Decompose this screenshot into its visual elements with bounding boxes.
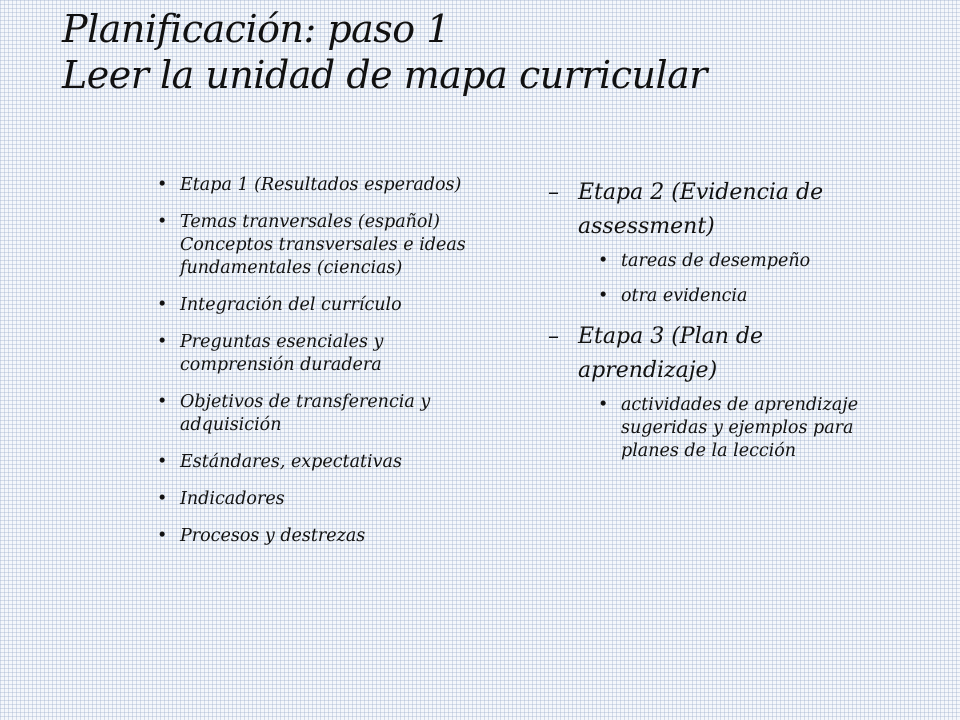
bullet-icon: • bbox=[157, 212, 168, 232]
bullet-icon: • bbox=[598, 286, 609, 306]
list-item-text: Procesos y destrezas bbox=[180, 526, 366, 546]
list-item bbox=[548, 394, 908, 463]
stage-heading-text: Etapa 2 (Evidencia de assessment) bbox=[578, 180, 824, 239]
list-item-text: Indicadores bbox=[180, 489, 285, 509]
bullet-icon: • bbox=[598, 251, 609, 271]
list-item-text: Etapa 1 (Resultados esperados) bbox=[180, 175, 462, 195]
bullet-icon: • bbox=[598, 395, 609, 415]
list-item bbox=[155, 391, 485, 437]
list-item bbox=[155, 488, 485, 511]
list-item-text: actividades de aprendizaje sugeridas y ejemplos para planes de la lección bbox=[621, 395, 859, 461]
stage-heading-text: Etapa 3 (Plan de aprendizaje) bbox=[578, 324, 764, 383]
stage-1-list bbox=[155, 174, 485, 548]
right-column bbox=[548, 176, 908, 475]
list-item bbox=[155, 174, 485, 197]
list-item-text: Preguntas esenciales y comprensión duradera bbox=[180, 332, 384, 375]
list-item bbox=[548, 285, 908, 308]
bullet-icon: • bbox=[157, 392, 168, 412]
list-item-text: Objetivos de transferencia y adquisición bbox=[180, 392, 431, 435]
list-item-text: tareas de desempeño bbox=[621, 251, 811, 271]
list-item bbox=[155, 331, 485, 377]
list-item-text: Estándares, expectativas bbox=[180, 452, 402, 472]
list-item bbox=[155, 451, 485, 474]
list-item bbox=[155, 525, 485, 548]
list-item-text: Temas tranversales (español) Conceptos transversales e ideas fundamentales (ciencias) bbox=[180, 212, 466, 278]
stage-2-list bbox=[548, 250, 908, 308]
stage-3-list bbox=[548, 394, 908, 463]
stage-3-heading bbox=[548, 320, 908, 388]
list-item bbox=[548, 250, 908, 273]
bullet-icon: • bbox=[157, 175, 168, 195]
bullet-icon: • bbox=[157, 295, 168, 315]
slide-title bbox=[62, 6, 707, 98]
list-item bbox=[155, 294, 485, 317]
title-line-1: Planificación: paso 1 bbox=[62, 7, 450, 51]
list-item-text: Integración del currículo bbox=[180, 295, 402, 315]
stage-2-heading bbox=[548, 176, 908, 244]
bullet-icon: • bbox=[157, 332, 168, 352]
bullet-icon: • bbox=[157, 452, 168, 472]
bullet-icon: • bbox=[157, 526, 168, 546]
title-line-2: Leer la unidad de mapa curricular bbox=[62, 53, 707, 97]
left-column bbox=[155, 174, 485, 562]
bullet-icon: • bbox=[157, 489, 168, 509]
dash-icon: – bbox=[548, 180, 559, 205]
dash-icon: – bbox=[548, 324, 559, 349]
list-item-text: otra evidencia bbox=[621, 286, 748, 306]
list-item bbox=[155, 211, 485, 280]
